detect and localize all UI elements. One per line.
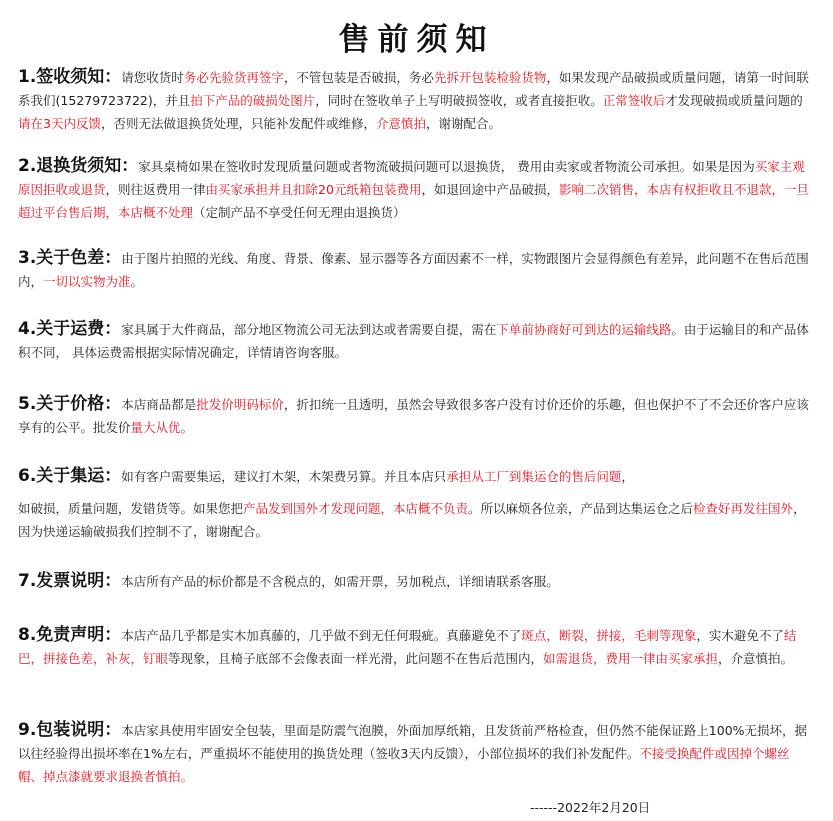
body-text: ，因为快递运输破损我们控制不了，谢谢配合。 [18,501,806,539]
body-text: 本店所有产品的标价都是不含税点的，如需开票，另加税点，详细请联系客服。 [121,574,559,589]
section-heading: 4.关于运费： [18,319,122,339]
body-text: 。 [130,274,144,289]
highlight-text: 斑点，断裂，拼接，毛刺等现象 [521,628,697,643]
highlight-text: 不接受换配件或因掉个螺丝帽、掉点漆就要求退换者慎拍。 [18,746,790,784]
body-text: ，介意慎拍。 [718,651,794,666]
highlight-text: 一切以实物为准 [43,274,131,289]
highlight-text: 结巴，拼接色差，补灰，钉眼 [18,628,797,666]
highlight-text: 介意慎拍 [375,116,426,131]
section-heading: 7.发票说明： [18,571,122,591]
highlight-text: 影响二次销售，本店有权拒收且不退款，一旦超过平台售后期，本店概不处理 [18,182,809,220]
body-text: ，如退回途中产品破损， [421,182,559,197]
signature-date: ------2022年2月20日 [530,800,651,815]
section-heading: 8.免责声明： [18,625,122,645]
highlight-text: 拍下产品的破损处图片 [190,93,316,108]
highlight-text: 正常签收后 [602,93,666,108]
section-s9 [18,719,814,788]
body-text: ，谢谢配合。 [426,116,502,131]
body-text: ，实木避免不了 [696,628,784,643]
highlight-text: 如需退货，费用一律由买家承担 [543,651,719,666]
highlight-text: 产品发到国外才发现问题，本店概不负责 [243,501,469,516]
highlight-text: 量大从优 [130,420,181,435]
section-s8 [18,624,814,670]
section-s5 [18,393,814,439]
body-text: ，不管包装是否破损，务必 [283,70,434,85]
highlight-text: 请在3天内反馈 [18,116,101,131]
body-text: 本店家具使用牢固安全包装，里面是防震气泡膜，外面加厚纸箱，且发货前严格检查，但仍然不能保证路上100%无损坏，据以往经验得出损坏率在1%左右，严重损坏不能使用的换货处理（签收3天内反馈），小部位损坏的我们补发配件。 [18,723,808,761]
body-text: 如破损，质量问题，发错货等。如果您把 [18,501,244,516]
body-text: 等现象，且椅子底部不会像表面一样光滑，此问题不在售后范围内， [168,651,544,666]
section-s6a [18,465,814,488]
section-heading: 9.包装说明： [18,720,122,740]
section-s1 [18,66,814,135]
body-text: 如有客户需要集运，建议打木架，木架费另算。并且本店只 [121,469,447,484]
body-text: 本店产品几乎都是实木加真藤的，几乎做不到无任何瑕疵。真藤避免不了 [121,628,522,643]
section-heading: 3.关于色差： [18,248,122,268]
highlight-text: 务必先验货再签字 [183,70,284,85]
body-text: 。由于运输目的和产品体积不同， 具体运费需根据实际情况确定，详情请咨询客服。 [18,322,809,360]
body-text: 请您收货时 [121,70,184,85]
section-heading: 6.关于集运： [18,466,122,486]
highlight-text: 下单前协商好可到达的运输线路 [496,322,672,337]
body-text: ，否则无法做退换货处理，只能补发配件或维修， [100,116,376,131]
body-text: ，则往返费用一律 [105,182,206,197]
highlight-text: 买家主观原因拒收或退货 [18,159,805,197]
body-text: 家具桌椅如果在签收时发现质量问题或者物流破损问题可以退换货， 费用由卖家或者物流公司承担。如果是因为 [138,159,755,174]
section-heading: 5.关于价格： [18,394,122,414]
body-text: 本店商品都是 [121,397,197,412]
body-text: 。 [180,420,194,435]
section-s2 [18,155,814,224]
highlight-text: 由买家承担并且扣除20元纸箱包装费用 [205,182,422,197]
highlight-text: 先拆开包装检验货物 [433,70,547,85]
section-s4 [18,318,814,364]
body-text: 才发现破损或质量问题的 [665,93,803,108]
highlight-text: 检查好再发往国外 [693,501,794,516]
body-text: ，如果发现产品破损或质量问题，请第一时间联系我们(15279723722)，并且 [18,70,809,108]
body-text: ，折扣统一且透明，虽然会导致很多客户没有讨价还价的乐趣，但也保护不了不会还价客户应该享有的公平。批发价 [18,397,809,435]
body-text: ， [621,469,634,484]
body-text: 由于图片拍照的光线、角度、背景、像素、显示器等各方面因素不一样，实物跟图片会显得颜色有差异，此问题不在售后范围内， [18,251,809,289]
section-heading: 2.退换货须知： [18,156,139,176]
highlight-text: 承担从工厂到集运仓的售后问题 [446,469,622,484]
highlight-text: 批发价明码标价 [196,397,284,412]
section-s7 [18,570,814,593]
body-text: 家具属于大件商品，部分地区物流公司无法到达或者需要自提，需在 [121,322,497,337]
section-s3 [18,247,814,293]
page-title: 售前须知 [338,22,495,58]
section-heading: 1.签收须知： [18,67,122,87]
body-text: （定制产品不享受任何无理由退换货） [193,205,406,220]
body-text: 。所以麻烦各位亲，产品到达集运仓之后 [468,501,694,516]
body-text: ，同时在签收单子上写明破损签收，或者直接拒收。 [315,93,603,108]
section-s6b [18,497,814,543]
